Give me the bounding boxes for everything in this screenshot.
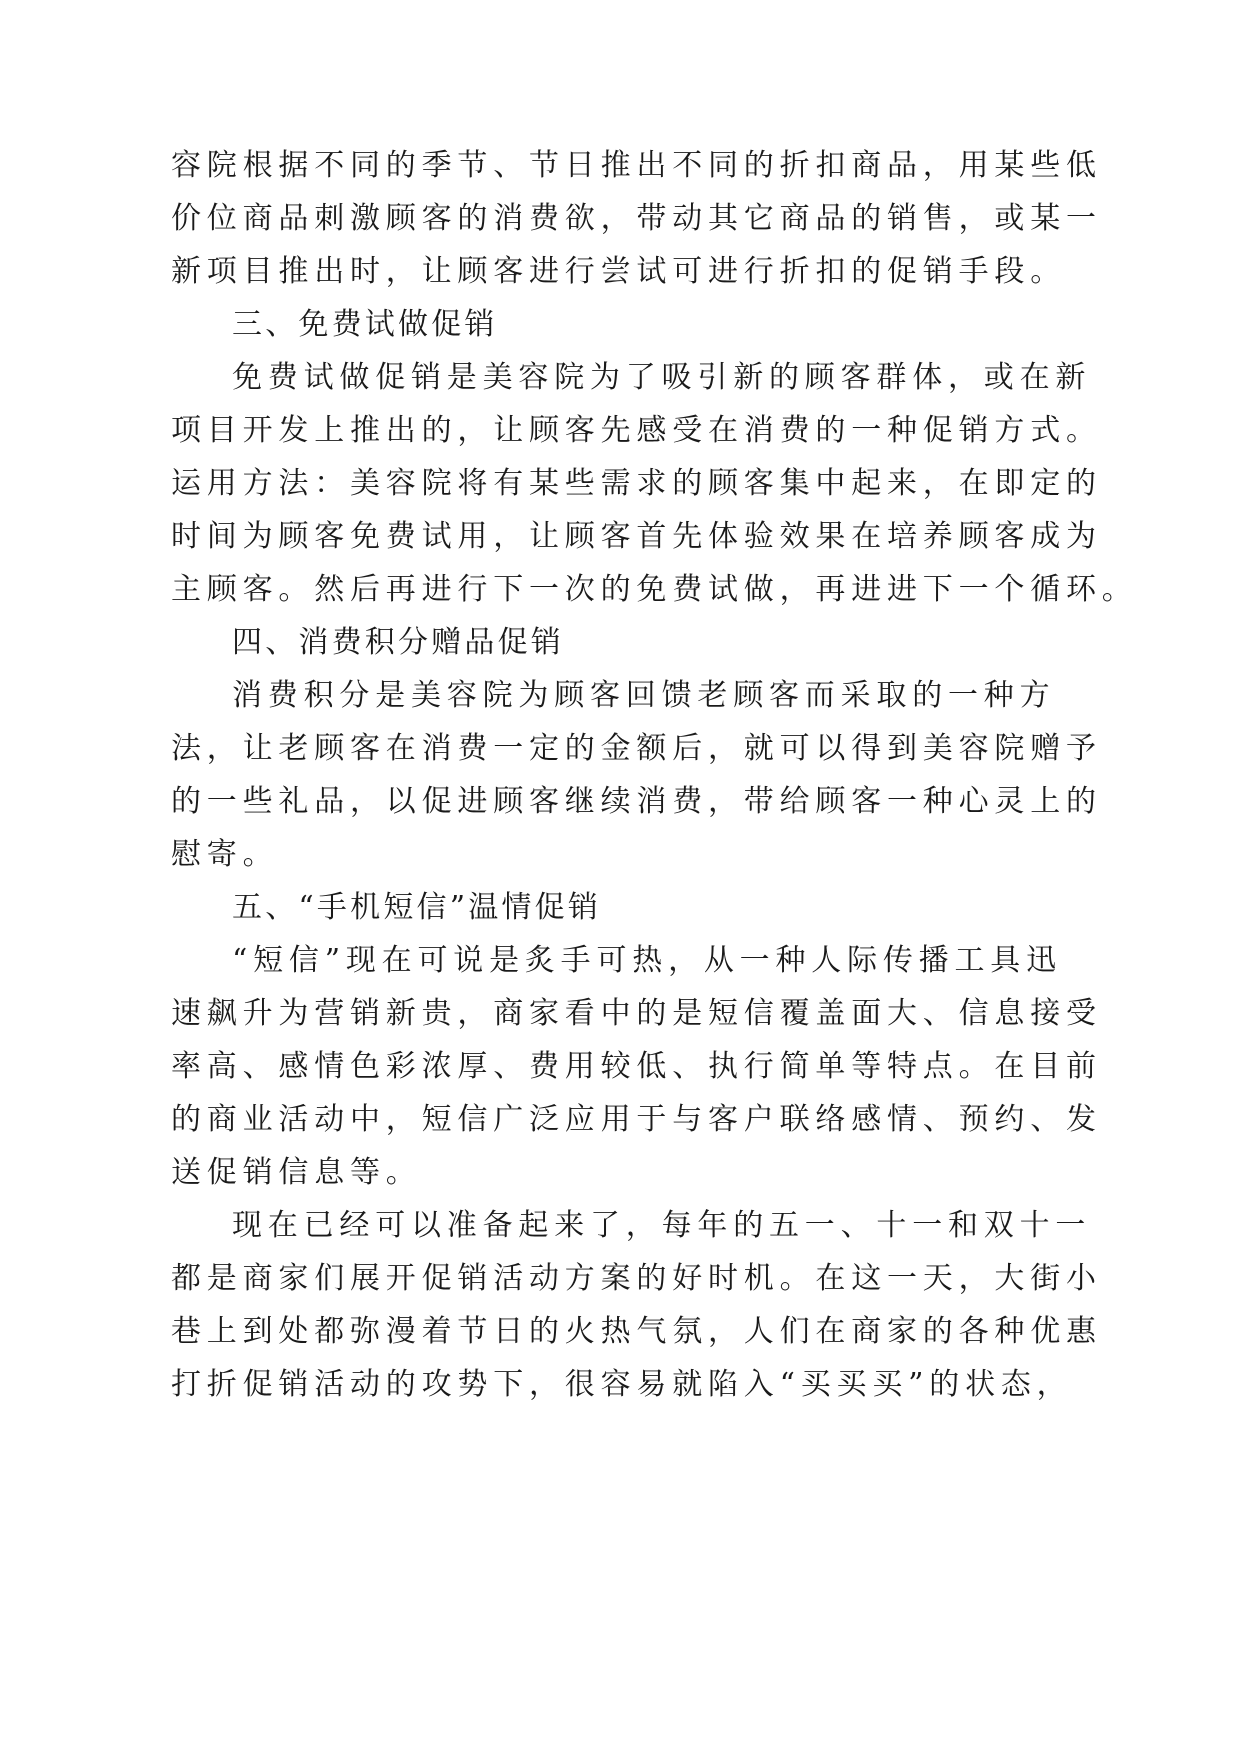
text-line: 主顾客。然后再进行下一次的免费试做，再进进下一个循环。: [171, 572, 1138, 607]
section-heading: 三、免费试做促销: [232, 307, 498, 342]
section-heading: 五、“手机短信”温情促销: [232, 890, 602, 925]
text-line: 巷上到处都弥漫着节日的火热气氛，人们在商家的各种优惠: [171, 1314, 1102, 1349]
text-line: “短信”现在可说是炙手可热，从一种人际传播工具迅: [232, 943, 1062, 978]
text-line: 慰寄。: [171, 837, 279, 872]
section-heading: 四、消费积分赠品促销: [232, 625, 564, 660]
text-line: 速飙升为营销新贵，商家看中的是短信覆盖面大、信息接受: [171, 996, 1102, 1031]
text-line: 的商业活动中，短信广泛应用于与客户联络感情、预约、发: [171, 1102, 1102, 1137]
text-line: 容院根据不同的季节、节日推出不同的折扣商品，用某些低: [171, 148, 1102, 183]
text-line: 价位商品刺激顾客的消费欲，带动其它商品的销售，或某一: [171, 201, 1102, 236]
text-line: 法，让老顾客在消费一定的金额后，就可以得到美容院赠予: [171, 731, 1102, 766]
text-line: 现在已经可以准备起来了，每年的五一、十一和双十一: [232, 1208, 1092, 1243]
text-line: 项目开发上推出的，让顾客先感受在消费的一种促销方式。: [171, 413, 1102, 448]
text-line: 率高、感情色彩浓厚、费用较低、执行简单等特点。在目前: [171, 1049, 1102, 1084]
text-line: 免费试做促销是美容院为了吸引新的顾客群体，或在新: [232, 360, 1092, 395]
text-line: 时间为顾客免费试用，让顾客首先体验效果在培养顾客成为: [171, 519, 1102, 554]
text-line: 消费积分是美容院为顾客回馈老顾客而采取的一种方: [232, 678, 1056, 713]
text-line: 都是商家们展开促销活动方案的好时机。在这一天，大街小: [171, 1261, 1102, 1296]
text-line: 打折促销活动的攻势下，很容易就陷入“买买买”的状态，: [171, 1367, 1073, 1402]
text-line: 的一些礼品，以促进顾客继续消费，带给顾客一种心灵上的: [171, 784, 1102, 819]
text-line: 新项目推出时，让顾客进行尝试可进行折扣的促销手段。: [171, 254, 1066, 289]
text-line: 运用方法：美容院将有某些需求的顾客集中起来，在即定的: [171, 466, 1102, 501]
text-line: 送促销信息等。: [171, 1155, 422, 1190]
